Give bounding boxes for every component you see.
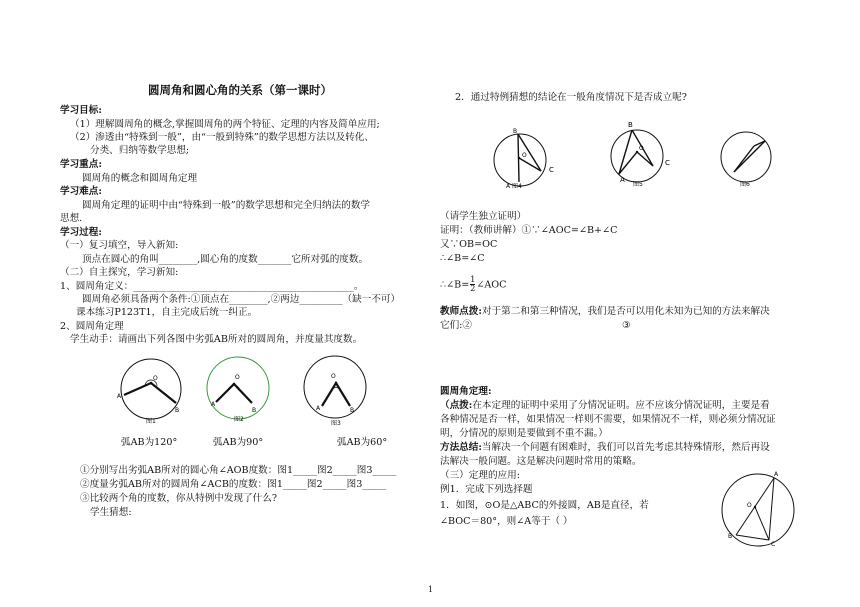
review-text: 顶点在圆心的角叫________,圆心角的度数_______它所对弧的度数。 — [82, 254, 369, 265]
label-o-fig2: O — [235, 374, 240, 381]
arc-label-3: 弧AB为60° — [337, 437, 388, 448]
general-question: 2．通过特例猜想的结论在一般角度情况下是否成立呢? — [455, 92, 687, 103]
theorem-heading-right: 圆周角定理: — [440, 386, 492, 397]
label-b-fig1: B — [175, 407, 180, 414]
objective-2-line-1: （2）渗透由“特殊到一般”，由“一般到特殊”的数学思想方法以及转化、 — [70, 132, 374, 143]
fig5-caption: 图5 — [633, 181, 643, 188]
note-text-1: 在本定理的证明中采用了分情况证明。应不应该分情况证明，主要是看 — [472, 400, 770, 411]
difficulty-line-2: 思想. — [60, 213, 83, 224]
example-1-line-2: ∠BOC＝80°，则∠A等于（ ） — [440, 516, 573, 527]
tip-text-2: 它们:② — [440, 320, 473, 331]
label-o-fig4: O — [522, 152, 527, 159]
question-2: ②度量劣弧AB所对的圆周角∠ACB的度数：图1_____图2_____图3_____ — [80, 479, 387, 490]
objective-1: （1）理解圆周角的概念,掌握圆周角的两个特征、定理的内容及简单应用; — [70, 119, 380, 130]
proof-4-suffix: ∠AOC — [476, 279, 507, 291]
label-c-example: C — [771, 541, 776, 548]
example-1-line-1: 1．如图，⊙O是△ABC的外接圆，AB是直径，若 — [440, 500, 649, 511]
fraction-denominator: 2 — [470, 284, 476, 294]
process-heading: 学习过程: — [60, 227, 102, 238]
difficulty-line-1: 圆周角定理的证明中由“特殊到一般”的数学思想和完全归纳法的数学 — [82, 200, 371, 211]
student-guess: 学生猜想: — [90, 507, 132, 518]
label-b-example: B — [728, 533, 733, 540]
arc-label-1: 弧AB为120° — [121, 437, 178, 448]
key-text: 圆周角的概念和圆周角定理 — [82, 173, 198, 184]
objective-2-line-2: 分类、归纳等数学思想; — [90, 145, 190, 156]
proof-line-2: 又∵OB=OC — [440, 239, 498, 250]
practice-line: 课本练习P123T1，自主完成后统一纠正。 — [76, 307, 258, 318]
label-b-fig4: B — [513, 128, 518, 135]
note-line-2: 各种情况是否一样，如果情况一样则不需要，如果情况不一样，则必须分情况证 — [440, 414, 776, 425]
method-heading: 方法总结: — [440, 442, 482, 453]
key-heading: 学习重点: — [60, 159, 102, 170]
label-a-fig4: A — [506, 183, 511, 190]
proof-4-prefix: ∴∠B= — [440, 279, 470, 291]
fig4-caption: 图4 — [512, 183, 522, 190]
explore-heading: （二）自主探究，学习新知: — [60, 267, 179, 278]
definition-line: 1、圆周角定义：______________________________________________。 — [60, 281, 364, 292]
question-1: ①分别写出劣弧AB所对的圆心角∠AOB度数：图1_____图2_____图3_____ — [80, 465, 397, 476]
label-b-fig3: B — [350, 407, 355, 414]
conditions-line: 圆周角必须具备两个条件:①顶点在________,②两边_________（缺一不可） — [82, 294, 401, 305]
tip-text-3: ③ — [622, 320, 631, 331]
label-a-fig2: A — [211, 401, 216, 408]
review-heading: （一）复习填空，导入新知: — [60, 240, 179, 251]
proof-prompt: （请学生独立证明） — [440, 211, 527, 222]
label-c-fig5: C — [665, 159, 670, 167]
note-heading: （点拨: — [440, 400, 473, 411]
tip-text-1: 对于第二和第三种情况，我们是否可以用化未知为已知的方法来解决 — [481, 306, 770, 317]
label-a-fig3: A — [316, 405, 321, 412]
question-3: ③比较两个角的度数，你从特例中发现了什么? — [80, 493, 278, 504]
fig2-caption: 图2 — [234, 416, 244, 423]
fraction-numerator: 1 — [470, 275, 476, 284]
page-number: 1 — [428, 585, 434, 594]
objectives-heading: 学习目标: — [60, 105, 102, 116]
label-o-fig1: O — [153, 375, 158, 382]
label-o-fig5: O — [639, 145, 644, 152]
label-o-fig3: O — [331, 373, 336, 380]
label-b-fig2: B — [252, 407, 257, 414]
label-b-fig5: B — [628, 121, 633, 129]
page-title: 圆周角和圆心角的关系（第一课时） — [148, 83, 332, 97]
arc-label-2: 弧AB为90° — [213, 437, 264, 448]
method-text-1: 当解决一个问题有困难时，我们可以首先考虑其特殊情形，然后再设 — [481, 442, 770, 453]
label-a-example: A — [774, 471, 779, 478]
label-a-fig5: A — [620, 176, 625, 184]
example-heading: 例1．完成下列选择题 — [440, 484, 533, 495]
fig3-caption: 图3 — [331, 420, 341, 427]
label-o-example: O — [747, 502, 752, 509]
tip-heading: 教师点拨: — [440, 306, 482, 317]
difficulty-heading: 学习难点: — [60, 186, 102, 197]
label-c-fig4: C — [549, 166, 554, 174]
theorem-heading: 2、圆周角定理 — [60, 321, 124, 332]
proof-line-1: 证明：（教师讲解）①∵∠AOC=∠B+∠C — [440, 225, 618, 236]
note-line-3: 明，分情况的原则是要做到不重不漏。） — [440, 428, 608, 439]
label-a-fig1: A — [117, 393, 122, 400]
activity-line: 学生动手：请画出下列各图中劣弧AB所对的圆周角，并度量其度数。 — [70, 334, 363, 345]
fig6-caption: 图6 — [740, 181, 750, 188]
proof-line-3: ∴∠B=∠C — [440, 253, 485, 264]
fig1-caption: 图1 — [146, 418, 156, 425]
apply-heading: （三）定理的应用: — [440, 470, 520, 481]
method-line-2: 法解决一般问题。这是解决问题时常用的策略。 — [440, 456, 642, 467]
